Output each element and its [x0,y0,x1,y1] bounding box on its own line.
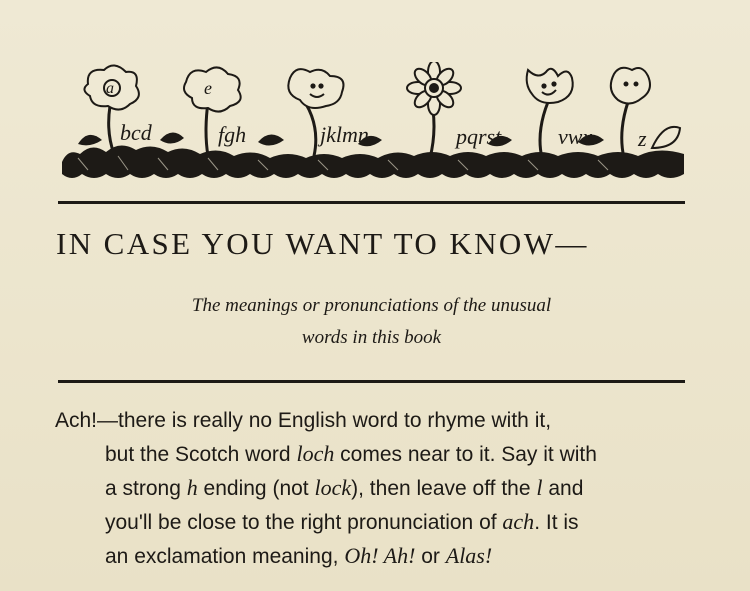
flower-alphabet-banner-icon [58,62,688,182]
entry-line-1 [55,404,695,437]
svg-text:a: a [106,80,114,97]
entry-text: Ach!—there is really no English word to rhyme with it, [55,409,552,432]
page-subtitle [58,290,685,354]
banner-letters-jklmn: jklmn [320,122,369,147]
entry-italic-term: Oh! Ah! [344,543,416,568]
banner-letters-z: z [638,126,647,151]
entry-text: and [542,477,584,500]
entry-line-5 [55,539,695,573]
entry-italic-term: Alas! [445,543,493,568]
entry-italic-term: lock [314,475,352,500]
entry-line-4 [55,505,695,539]
banner-letters-fgh: fgh [218,122,247,147]
banner-letters-pqrst: pqrst [456,124,502,149]
entry-italic-term: h [186,475,198,500]
subtitle-line-2: words in this book [301,327,442,348]
entry-italic-term: l [536,475,543,500]
glossary-entry-ach [55,404,695,573]
entry-text: ), then leave off the [351,477,537,500]
entry-italic-term: ach [502,509,535,534]
entry-text: ending (not [197,477,315,500]
entry-text: an exclamation meaning, [105,545,345,568]
entry-text: or [415,545,446,568]
entry-text: but the Scotch word [105,443,297,466]
entry-text: you'll be close to the right pronunciation of [105,511,503,534]
banner-letters-vwx: vwx [558,124,593,149]
bottom-rule [58,380,685,383]
page-title: IN CASE YOU WANT TO KNOW— [56,226,589,261]
banner-letters-bcd: bcd [120,120,152,145]
entry-italic-term: loch [296,441,335,466]
top-rule [58,201,685,204]
entry-line-3 [55,471,695,505]
entry-text: . It is [534,511,579,534]
entry-line-2 [55,437,695,471]
entry-text: comes near to it. Say it with [334,443,597,466]
entry-text: a strong [105,477,187,500]
svg-text:e: e [204,78,212,98]
subtitle-line-1: The meanings or pronunciations of the unusual [191,295,552,316]
